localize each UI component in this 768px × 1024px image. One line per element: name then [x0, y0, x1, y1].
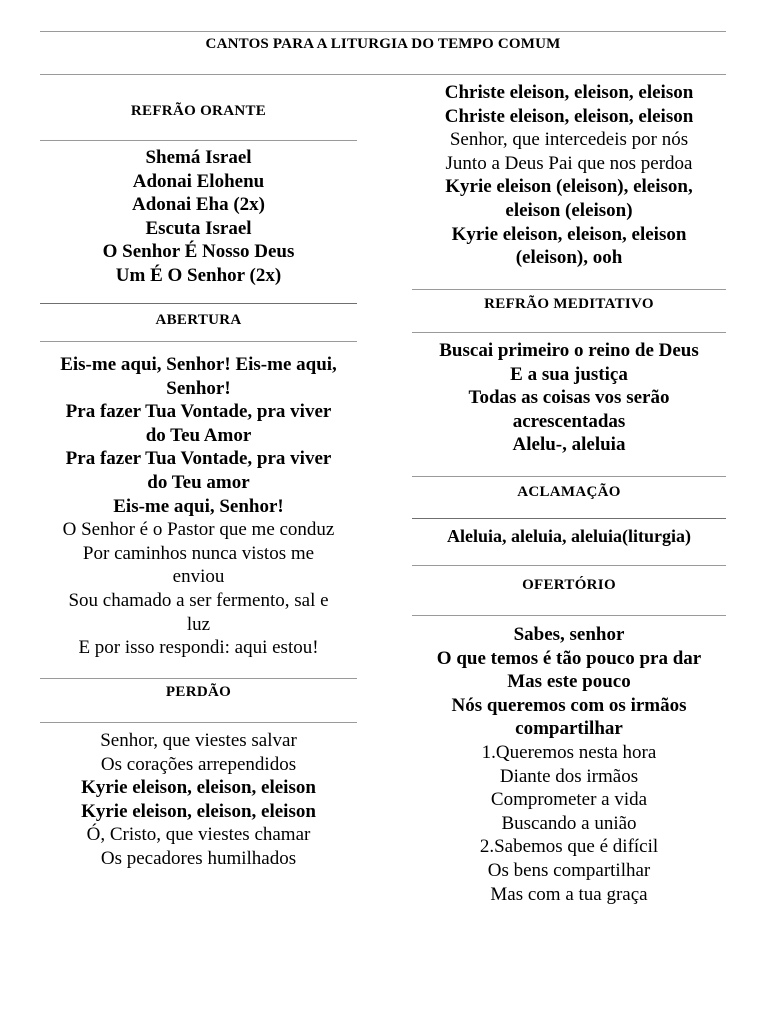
rule-top — [40, 31, 726, 32]
lyric-line: Comprometer a vida — [490, 789, 648, 811]
heading-abertura: ABERTURA — [155, 312, 242, 328]
heading-aclamacao: ACLAMAÇÃO — [517, 484, 621, 500]
lyric-line: Kyrie eleison, eleison, eleison — [81, 800, 316, 822]
lyric-line: eleison (eleison) — [505, 199, 633, 221]
lyric-line: O que temos é tão pouco pra dar — [436, 647, 702, 669]
heading-perdao: PERDÃO — [165, 684, 232, 700]
lyric-line: (eleison), ooh — [515, 247, 623, 269]
lyric-line: Christe eleison, eleison, eleison — [444, 82, 694, 103]
lyrics-ofertorio — [412, 623, 726, 906]
lyric-line: Kyrie eleison (eleison), eleison, — [445, 176, 693, 198]
lyric-line: Adonai Eha (2x) — [131, 194, 266, 216]
lyric-line: Escuta Israel — [145, 217, 252, 239]
lyric-line: Junto a Deus Pai que nos perdoa — [445, 152, 693, 174]
lyric-line: Alelu-, aleluia — [512, 434, 626, 456]
rule-abertura-top — [40, 303, 357, 304]
rule-perdao-top — [40, 678, 357, 679]
rule-refrao-orante — [40, 140, 357, 141]
lyric-line: do Teu Amor — [145, 424, 252, 446]
page-title: CANTOS PARA A LITURGIA DO TEMPO COMUM — [205, 36, 561, 52]
heading-refrao-orante: REFRÃO ORANTE — [130, 103, 267, 119]
heading-ofertorio: OFERTÓRIO — [522, 577, 616, 593]
heading-refrao-meditativo: REFRÃO MEDITATIVO — [484, 296, 654, 312]
rule-aclamacao-top — [412, 476, 726, 477]
rule-ofertorio-top — [412, 565, 726, 566]
lyric-line: Eis-me aqui, Senhor! — [113, 495, 284, 517]
lyrics-perdao — [40, 729, 357, 871]
lyric-line: Mas com a tua graça — [490, 883, 648, 905]
lyric-line: Senhor! — [166, 377, 231, 399]
lyric-line: Buscando a união — [501, 812, 637, 834]
rule-aclamacao — [412, 518, 726, 519]
lyric-line: Sou chamado a ser fermento, sal e — [68, 589, 329, 611]
lyrics-aclamacao — [412, 525, 726, 549]
rule-refrao-meditativo — [412, 332, 726, 333]
rule-under-title — [40, 74, 726, 75]
lyric-line: Shemá Israel — [145, 147, 252, 168]
lyric-line: Pra fazer Tua Vontade, pra viver — [65, 401, 332, 423]
lyric-line: O Senhor É Nosso Deus — [102, 241, 295, 263]
lyric-line: enviou — [172, 566, 225, 588]
lyric-line: Pra fazer Tua Vontade, pra viver — [65, 448, 332, 470]
lyric-line: 2.Sabemos que é difícil — [479, 836, 659, 858]
lyrics-refrao-orante — [40, 146, 357, 288]
rule-refrao-meditativo-top — [412, 289, 726, 290]
lyric-line: luz — [186, 613, 211, 635]
lyric-line: Kyrie eleison, eleison, eleison — [81, 777, 316, 799]
lyric-line: do Teu amor — [147, 471, 250, 493]
lyric-line: Os pecadores humilhados — [100, 847, 297, 869]
lyric-line: Senhor, que viestes salvar — [100, 730, 297, 751]
lyric-line: compartilhar — [515, 718, 623, 740]
lyric-line: E por isso respondi: aqui estou! — [78, 637, 319, 659]
lyric-line: Kyrie eleison, eleison, eleison — [451, 223, 687, 245]
lyrics-refrao-meditativo — [412, 339, 726, 457]
lyric-line: Senhor, que intercedeis por nós — [449, 129, 689, 151]
rule-ofertorio — [412, 615, 726, 616]
lyric-line: 1.Queremos nesta hora — [481, 741, 657, 763]
lyric-line: Os corações arrependidos — [100, 753, 297, 775]
rule-perdao — [40, 722, 357, 723]
lyric-line: acrescentadas — [512, 410, 626, 432]
rule-abertura — [40, 341, 357, 342]
lyric-line: Christe eleison, eleison, eleison — [444, 105, 694, 127]
lyric-line: Diante dos irmãos — [499, 765, 639, 787]
lyric-line: E a sua justiça — [510, 363, 628, 385]
lyric-line: Ó, Cristo, que viestes chamar — [86, 824, 311, 846]
lyric-line: Aleluia, aleluia, aleluia(liturgia) — [447, 526, 691, 546]
lyric-line: O Senhor é o Pastor que me conduz — [62, 519, 335, 541]
lyric-line: Os bens compartilhar — [487, 859, 651, 881]
lyric-line: Nós queremos com os irmãos — [451, 694, 687, 716]
lyric-line: Buscai primeiro o reino de Deus — [439, 340, 699, 361]
lyric-line: Todas as coisas vos serão — [468, 387, 670, 409]
lyric-line: Mas este pouco — [507, 671, 631, 693]
lyrics-abertura — [40, 353, 357, 660]
lyrics-perdao-continued — [412, 81, 726, 270]
lyric-line: Sabes, senhor — [513, 624, 625, 645]
lyric-line: Por caminhos nunca vistos me — [82, 542, 315, 564]
lyric-line: Um É O Senhor (2x) — [115, 264, 282, 286]
lyric-line: Adonai Elohenu — [132, 170, 265, 192]
lyric-line: Eis-me aqui, Senhor! Eis-me aqui, — [60, 354, 337, 375]
